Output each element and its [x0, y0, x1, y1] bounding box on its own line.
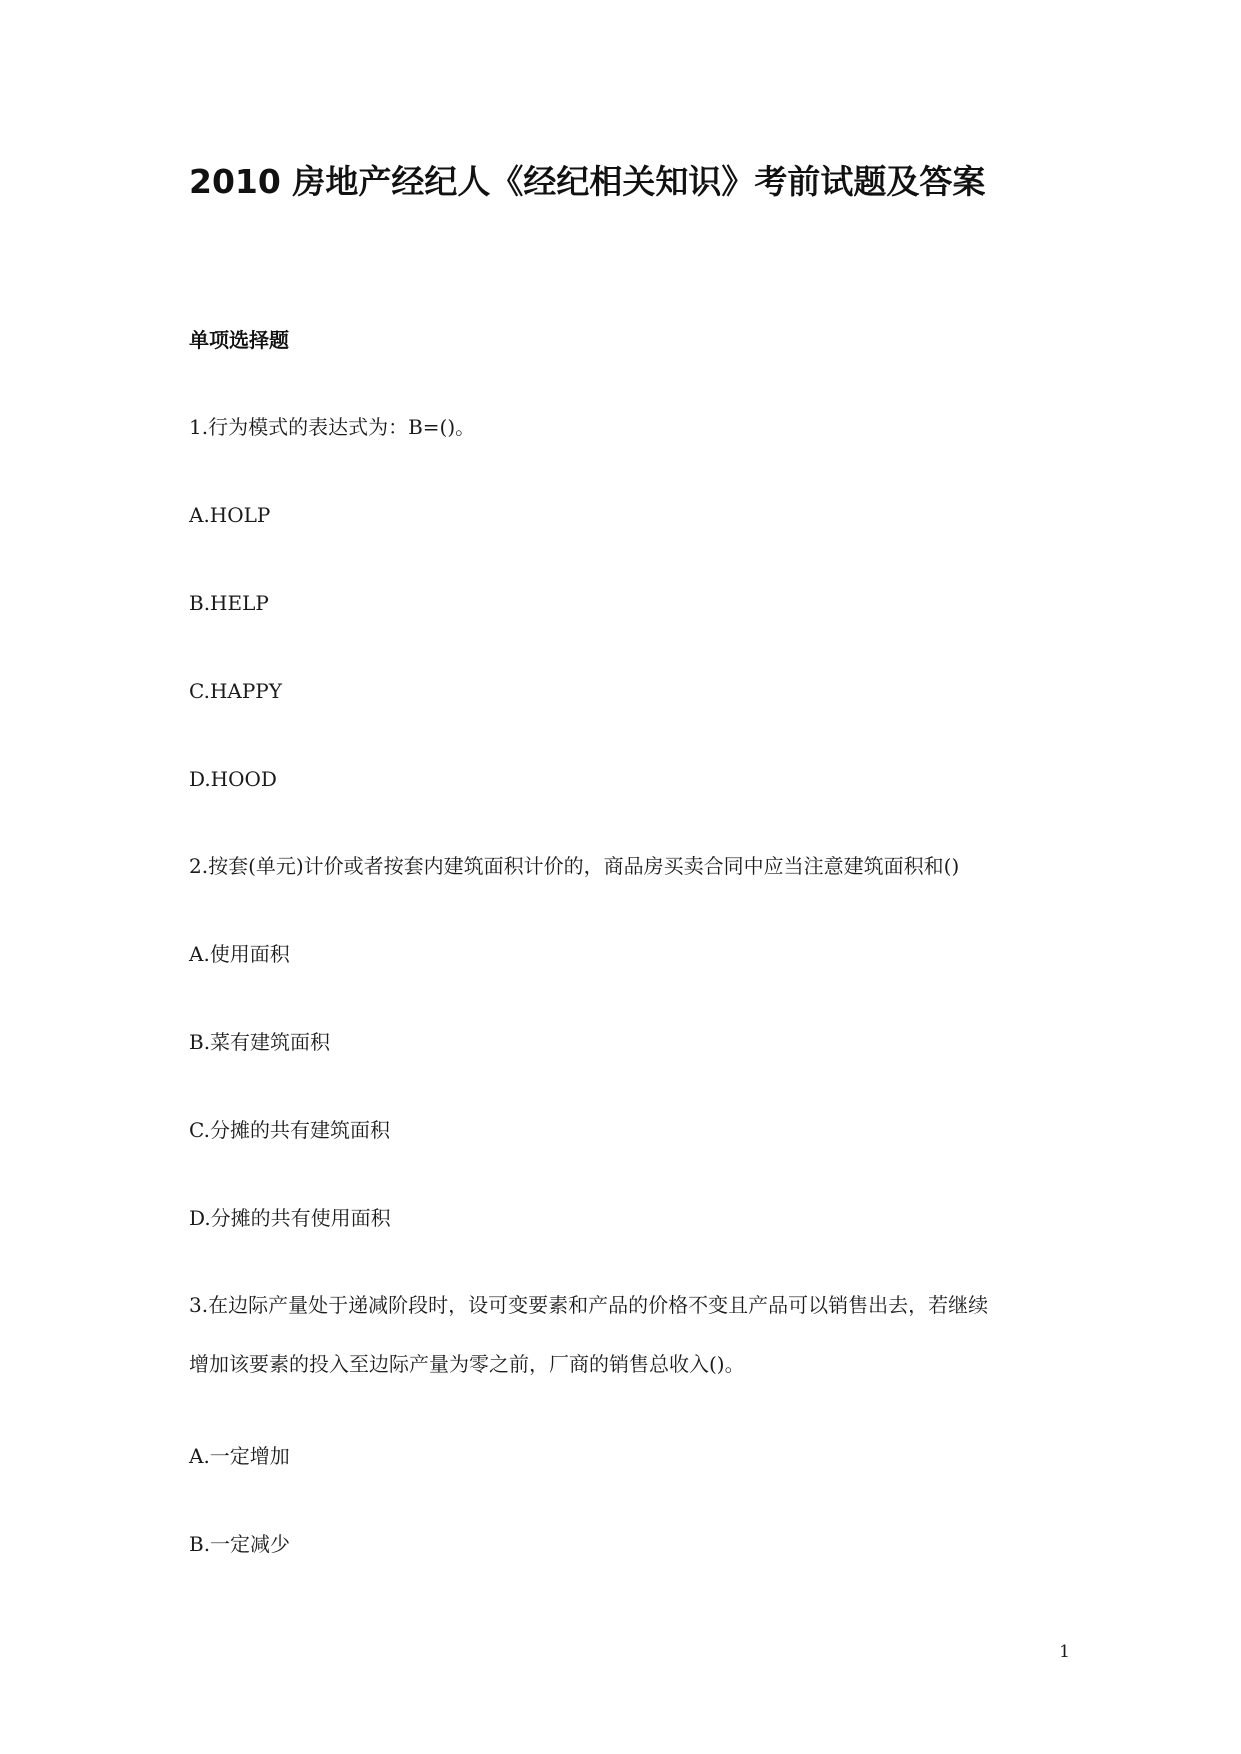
question-3-stem-line-2: 增加该要素的投入至边际产量为零之前，厂商的销售总收入()。 — [189, 1352, 745, 1376]
question-1-option-a: A.HOLP — [189, 503, 271, 527]
question-1-stem: 1.行为模式的表达式为：B=()。 — [189, 415, 476, 439]
question-3-option-a: A.一定增加 — [189, 1444, 290, 1468]
question-2-option-d: D.分摊的共有使用面积 — [189, 1206, 391, 1230]
question-2-option-a: A.使用面积 — [189, 942, 290, 966]
question-2-option-b: B.菜有建筑面积 — [189, 1030, 331, 1054]
question-3-option-b: B.一定减少 — [189, 1532, 291, 1556]
question-3-stem-line-1: 3.在边际产量处于递减阶段时，设可变要素和产品的价格不变且产品可以销售出去，若继续 — [189, 1293, 989, 1317]
section-heading: 单项选择题 — [189, 328, 289, 352]
document-title: 2010 房地产经纪人《经纪相关知识》考前试题及答案 — [189, 162, 986, 201]
question-1-option-c: C.HAPPY — [189, 679, 282, 703]
question-2-option-c: C.分摊的共有建筑面积 — [189, 1118, 390, 1142]
question-1-option-b: B.HELP — [189, 591, 269, 615]
question-1-option-d: D.HOOD — [189, 767, 277, 791]
question-2-stem: 2.按套(单元)计价或者按套内建筑面积计价的，商品房买卖合同中应当注意建筑面积和() — [189, 854, 960, 878]
page-number: 1 — [1059, 1642, 1070, 1662]
